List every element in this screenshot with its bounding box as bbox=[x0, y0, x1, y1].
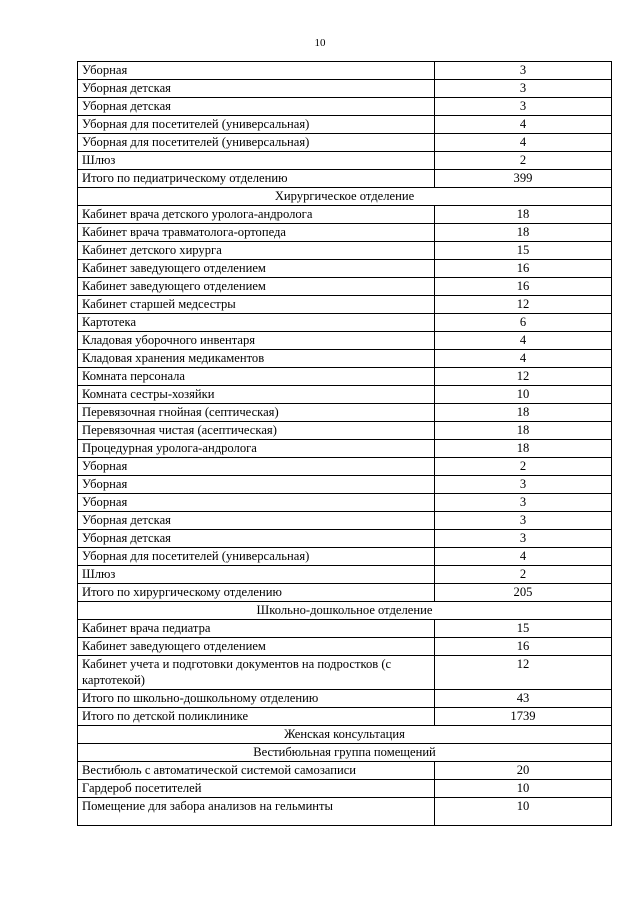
room-area-cell: 16 bbox=[435, 278, 612, 296]
room-area-cell: 3 bbox=[435, 512, 612, 530]
table-row bbox=[78, 530, 612, 548]
room-area-cell: 15 bbox=[435, 242, 612, 260]
table-row bbox=[78, 278, 612, 296]
table-row bbox=[78, 512, 612, 530]
room-name-cell: Кабинет заведующего отделением bbox=[78, 278, 435, 296]
table-row bbox=[78, 708, 612, 726]
room-area-cell: 18 bbox=[435, 224, 612, 242]
rooms-table-body bbox=[78, 62, 612, 826]
section-title: Школьно-дошкольное отделение bbox=[78, 602, 612, 620]
room-name-cell: Кабинет врача детского уролога-андролога bbox=[78, 206, 435, 224]
section-title: Хирургическое отделение bbox=[78, 188, 612, 206]
room-area-cell: 2 bbox=[435, 566, 612, 584]
room-name-cell: Шлюз bbox=[78, 566, 435, 584]
room-name-cell: Кабинет учета и подготовки документов на подростков (с картотекой) bbox=[78, 656, 435, 690]
table-row bbox=[78, 98, 612, 116]
room-name-cell: Комната сестры-хозяйки bbox=[78, 386, 435, 404]
room-area-cell: 12 bbox=[435, 656, 612, 690]
section-header-row bbox=[78, 602, 612, 620]
room-name-cell: Комната персонала bbox=[78, 368, 435, 386]
room-name-cell: Уборная bbox=[78, 476, 435, 494]
room-area-cell: 12 bbox=[435, 296, 612, 314]
table-row bbox=[78, 116, 612, 134]
room-area-cell: 4 bbox=[435, 134, 612, 152]
room-area-cell: 18 bbox=[435, 206, 612, 224]
room-area-cell: 18 bbox=[435, 404, 612, 422]
room-area-cell: 18 bbox=[435, 440, 612, 458]
room-name-cell: Уборная детская bbox=[78, 98, 435, 116]
room-area-cell: 10 bbox=[435, 798, 612, 826]
room-name-cell: Помещение для забора анализов на гельминты bbox=[78, 798, 435, 826]
room-name-cell: Перевязочная чистая (асептическая) bbox=[78, 422, 435, 440]
table-row bbox=[78, 494, 612, 512]
room-area-cell: 12 bbox=[435, 368, 612, 386]
room-name-cell: Гардероб посетителей bbox=[78, 780, 435, 798]
room-name-cell: Итого по школьно-дошкольному отделению bbox=[78, 690, 435, 708]
section-title: Женская консультация bbox=[78, 726, 612, 744]
room-area-cell: 399 bbox=[435, 170, 612, 188]
room-name-cell: Кабинет врача травматолога-ортопеда bbox=[78, 224, 435, 242]
table-row bbox=[78, 206, 612, 224]
room-area-cell: 205 bbox=[435, 584, 612, 602]
room-area-cell: 2 bbox=[435, 152, 612, 170]
table-row bbox=[78, 798, 612, 826]
table-row bbox=[78, 80, 612, 98]
room-name-cell: Кабинет старшей медсестры bbox=[78, 296, 435, 314]
room-name-cell: Уборная bbox=[78, 494, 435, 512]
table-row bbox=[78, 242, 612, 260]
room-area-cell: 6 bbox=[435, 314, 612, 332]
room-area-cell: 4 bbox=[435, 548, 612, 566]
table-row bbox=[78, 170, 612, 188]
table-row bbox=[78, 350, 612, 368]
room-name-cell: Уборная bbox=[78, 62, 435, 80]
table-row bbox=[78, 260, 612, 278]
room-area-cell: 18 bbox=[435, 422, 612, 440]
table-row bbox=[78, 780, 612, 798]
room-area-cell: 3 bbox=[435, 62, 612, 80]
room-area-cell: 15 bbox=[435, 620, 612, 638]
table-row bbox=[78, 404, 612, 422]
room-area-cell: 10 bbox=[435, 780, 612, 798]
room-name-cell: Уборная детская bbox=[78, 512, 435, 530]
room-area-cell: 16 bbox=[435, 260, 612, 278]
section-header-row bbox=[78, 744, 612, 762]
room-name-cell: Кабинет заведующего отделением bbox=[78, 638, 435, 656]
room-area-cell: 1739 bbox=[435, 708, 612, 726]
room-area-cell: 4 bbox=[435, 116, 612, 134]
room-area-cell: 4 bbox=[435, 332, 612, 350]
room-name-cell: Вестибюль с автоматической системой самозаписи bbox=[78, 762, 435, 780]
table-row bbox=[78, 314, 612, 332]
room-area-cell: 20 bbox=[435, 762, 612, 780]
table-row bbox=[78, 656, 612, 690]
table-row bbox=[78, 690, 612, 708]
room-name-cell: Итого по детской поликлинике bbox=[78, 708, 435, 726]
room-name-cell: Шлюз bbox=[78, 152, 435, 170]
room-area-cell: 2 bbox=[435, 458, 612, 476]
room-name-cell: Итого по хирургическому отделению bbox=[78, 584, 435, 602]
room-name-cell: Кабинет детского хирурга bbox=[78, 242, 435, 260]
room-name-cell: Уборная для посетителей (универсальная) bbox=[78, 548, 435, 566]
room-name-cell: Картотека bbox=[78, 314, 435, 332]
table-row bbox=[78, 332, 612, 350]
room-area-cell: 4 bbox=[435, 350, 612, 368]
table-row bbox=[78, 458, 612, 476]
table-row bbox=[78, 296, 612, 314]
section-header-row bbox=[78, 726, 612, 744]
table-row bbox=[78, 386, 612, 404]
room-name-cell: Уборная детская bbox=[78, 80, 435, 98]
table-row bbox=[78, 638, 612, 656]
table-row bbox=[78, 368, 612, 386]
room-area-cell: 3 bbox=[435, 494, 612, 512]
room-name-cell: Уборная bbox=[78, 458, 435, 476]
table-row bbox=[78, 548, 612, 566]
table-row bbox=[78, 584, 612, 602]
room-name-cell: Уборная для посетителей (универсальная) bbox=[78, 134, 435, 152]
page-number: 10 bbox=[314, 37, 326, 49]
room-area-cell: 3 bbox=[435, 530, 612, 548]
room-area-cell: 3 bbox=[435, 476, 612, 494]
section-header-row bbox=[78, 188, 612, 206]
room-area-cell: 3 bbox=[435, 98, 612, 116]
room-area-cell: 10 bbox=[435, 386, 612, 404]
room-name-cell: Итого по педиатрическому отделению bbox=[78, 170, 435, 188]
room-area-cell: 43 bbox=[435, 690, 612, 708]
table-row bbox=[78, 476, 612, 494]
room-name-cell: Кладовая уборочного инвентаря bbox=[78, 332, 435, 350]
table-row bbox=[78, 62, 612, 80]
table-row bbox=[78, 566, 612, 584]
rooms-table bbox=[77, 61, 612, 826]
room-name-cell: Кабинет заведующего отделением bbox=[78, 260, 435, 278]
room-name-cell: Кладовая хранения медикаментов bbox=[78, 350, 435, 368]
room-name-cell: Перевязочная гнойная (септическая) bbox=[78, 404, 435, 422]
room-name-cell: Уборная детская bbox=[78, 530, 435, 548]
room-name-cell: Уборная для посетителей (универсальная) bbox=[78, 116, 435, 134]
room-area-cell: 16 bbox=[435, 638, 612, 656]
table-row bbox=[78, 620, 612, 638]
table-row bbox=[78, 152, 612, 170]
table-row bbox=[78, 762, 612, 780]
section-title: Вестибюльная группа помещений bbox=[78, 744, 612, 762]
room-name-cell: Кабинет врача педиатра bbox=[78, 620, 435, 638]
room-area-cell: 3 bbox=[435, 80, 612, 98]
table-row bbox=[78, 134, 612, 152]
table-row bbox=[78, 440, 612, 458]
room-name-cell: Процедурная уролога-андролога bbox=[78, 440, 435, 458]
table-row bbox=[78, 422, 612, 440]
table-row bbox=[78, 224, 612, 242]
